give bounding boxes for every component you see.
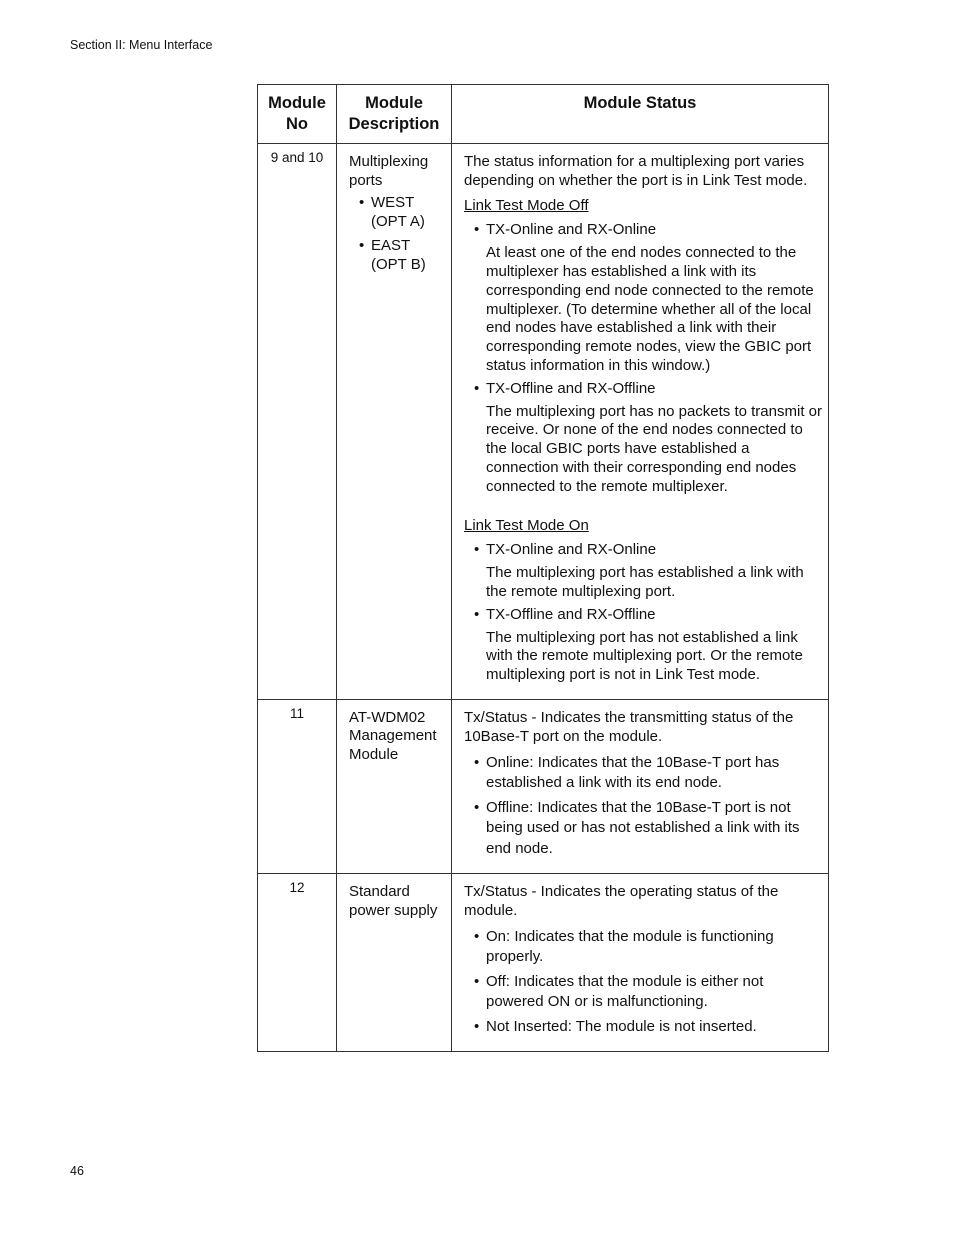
description-title: Multiplexing ports <box>349 153 429 189</box>
section-heading-link-test-off: Link Test Mode Off <box>464 196 589 214</box>
module-no-cell: 11 <box>258 699 337 873</box>
description-bullet: • WEST (OPT A) <box>349 194 447 231</box>
module-status-table <box>257 84 829 1052</box>
module-no-cell: 9 and 10 <box>258 144 337 700</box>
table-row <box>258 699 829 873</box>
status-description: The multiplexing port has no packets to transmit or receive. Or none of the end nodes connected to the local GBIC ports have established a connection with their corresponding end nodes connected to the remote multiplexer. <box>486 402 822 495</box>
status-bullet: • TX-Online and RX-Online <box>464 541 824 560</box>
column-header-module-status: Module Status <box>452 85 829 144</box>
status-description: At least one of the end nodes connected to the multiplexer has established a link with its corresponding end node connected to the remote multiplexer. (To determine whether all of the local end nodes have established a link with their corresponding remote nodes, view the GBIC port status information in this window.) <box>486 244 814 374</box>
column-header-module-no: Module No <box>258 85 337 144</box>
status-bullet: • TX-Offline and RX-Offline <box>464 606 824 625</box>
table-header-row <box>258 85 829 144</box>
module-description-cell: Standard power supply <box>337 874 452 1052</box>
column-header-module-description: Module Description <box>337 85 452 144</box>
status-bullet: • Offline: Indicates that the 10Base-T port is not being used or has not established a link with its end node. <box>464 798 824 860</box>
page-number: 46 <box>70 1164 84 1178</box>
status-description: The multiplexing port has not established a link with the remote multiplexing port. Or the remote multiplexing port is not in Link Test mode. <box>486 628 803 684</box>
module-status-cell <box>452 144 829 700</box>
status-description: The multiplexing port has established a link with the remote multiplexing port. <box>486 564 804 600</box>
page-header: Section II: Menu Interface <box>70 38 213 52</box>
table-row <box>258 874 829 1052</box>
status-bullet: • TX-Online and RX-Online <box>464 221 824 240</box>
status-bullet: • On: Indicates that the module is functioning properly. <box>464 927 824 968</box>
status-intro: The status information for a multiplexing port varies depending on whether the port is in Link Test mode. <box>464 153 808 189</box>
module-status-cell <box>452 874 829 1052</box>
status-bullet: • Online: Indicates that the 10Base-T port has established a link with its end node. <box>464 753 824 794</box>
section-spacer <box>464 501 824 517</box>
status-bullet: • Off: Indicates that the module is either not powered ON or is malfunctioning. <box>464 972 824 1013</box>
status-intro: Tx/Status - Indicates the operating status of the module. <box>464 883 779 919</box>
module-no-cell: 12 <box>258 874 337 1052</box>
status-intro: Tx/Status - Indicates the transmitting status of the 10Base-T port on the module. <box>464 708 794 745</box>
status-bullet: • Not Inserted: The module is not inserted. <box>464 1017 824 1038</box>
section-heading-link-test-on: Link Test Mode On <box>464 516 589 534</box>
table-row <box>258 144 829 700</box>
status-bullet: • TX-Offline and RX-Offline <box>464 380 824 399</box>
module-status-cell <box>452 699 829 873</box>
module-description-cell: AT-WDM02 Management Module <box>337 699 452 873</box>
module-description-cell <box>337 144 452 700</box>
description-bullet: • EAST (OPT B) <box>349 237 447 274</box>
